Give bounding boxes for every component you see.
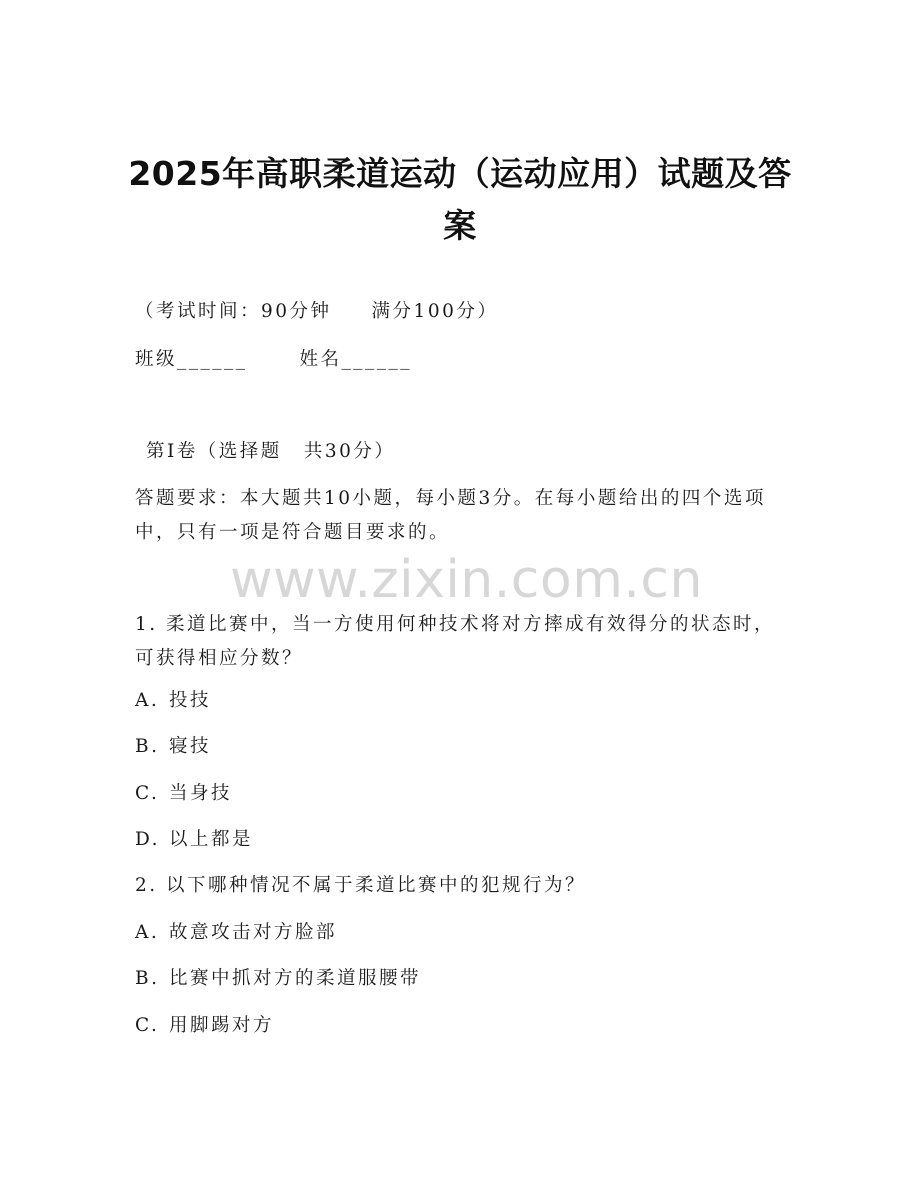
option-label: A. — [135, 922, 160, 943]
instructions: 答题要求：本大题共10小题，每小题3分。在每小题给出的四个选项中，只有一项是符合题目要求的。 — [135, 488, 766, 543]
question-2-option-c — [135, 1011, 274, 1041]
question-1-option-d — [135, 825, 253, 855]
exam-time: （考试时间：90分钟 — [135, 301, 332, 322]
question-2-option-b — [135, 964, 421, 994]
option-text: 寝技 — [169, 736, 212, 757]
option-text: 投技 — [169, 690, 212, 711]
question-2: 2. 以下哪种情况不属于柔道比赛中的犯规行为？ — [135, 875, 587, 896]
option-text: 用脚踢对方 — [169, 1015, 275, 1036]
option-label: B. — [135, 736, 160, 757]
question-1: 1. 柔道比赛中，当一方使用何种技术将对方摔成有效得分的状态时，可获得相应分数？ — [135, 614, 776, 669]
option-text: 以上都是 — [169, 829, 254, 850]
student-info — [135, 345, 412, 375]
watermark: www.zixin.com.cn — [230, 550, 703, 610]
option-text: 故意攻击对方脸部 — [169, 922, 338, 943]
exam-score: 满分100分） — [371, 301, 499, 322]
option-label: D. — [135, 829, 161, 850]
option-label: C. — [135, 783, 160, 804]
question-2-option-a — [135, 918, 337, 948]
class-field-label: 班级______ — [135, 349, 248, 370]
option-text: 当身技 — [169, 783, 233, 804]
option-label: B. — [135, 968, 160, 989]
exam-info — [135, 297, 498, 327]
option-text: 比赛中抓对方的柔道服腰带 — [169, 968, 422, 989]
question-1-option-a — [135, 686, 211, 716]
section-title: 第Ⅰ卷（选择题 — [146, 441, 282, 462]
question-1-option-b — [135, 732, 211, 762]
section-heading — [146, 437, 395, 467]
question-1-option-c — [135, 779, 232, 809]
section-points: 共30分） — [303, 441, 396, 462]
document-title: 2025年高职柔道运动（运动应用）试题及答案 — [128, 154, 792, 245]
name-field-label: 姓名______ — [299, 349, 413, 370]
option-label: A. — [135, 690, 160, 711]
option-label: C. — [135, 1015, 160, 1036]
